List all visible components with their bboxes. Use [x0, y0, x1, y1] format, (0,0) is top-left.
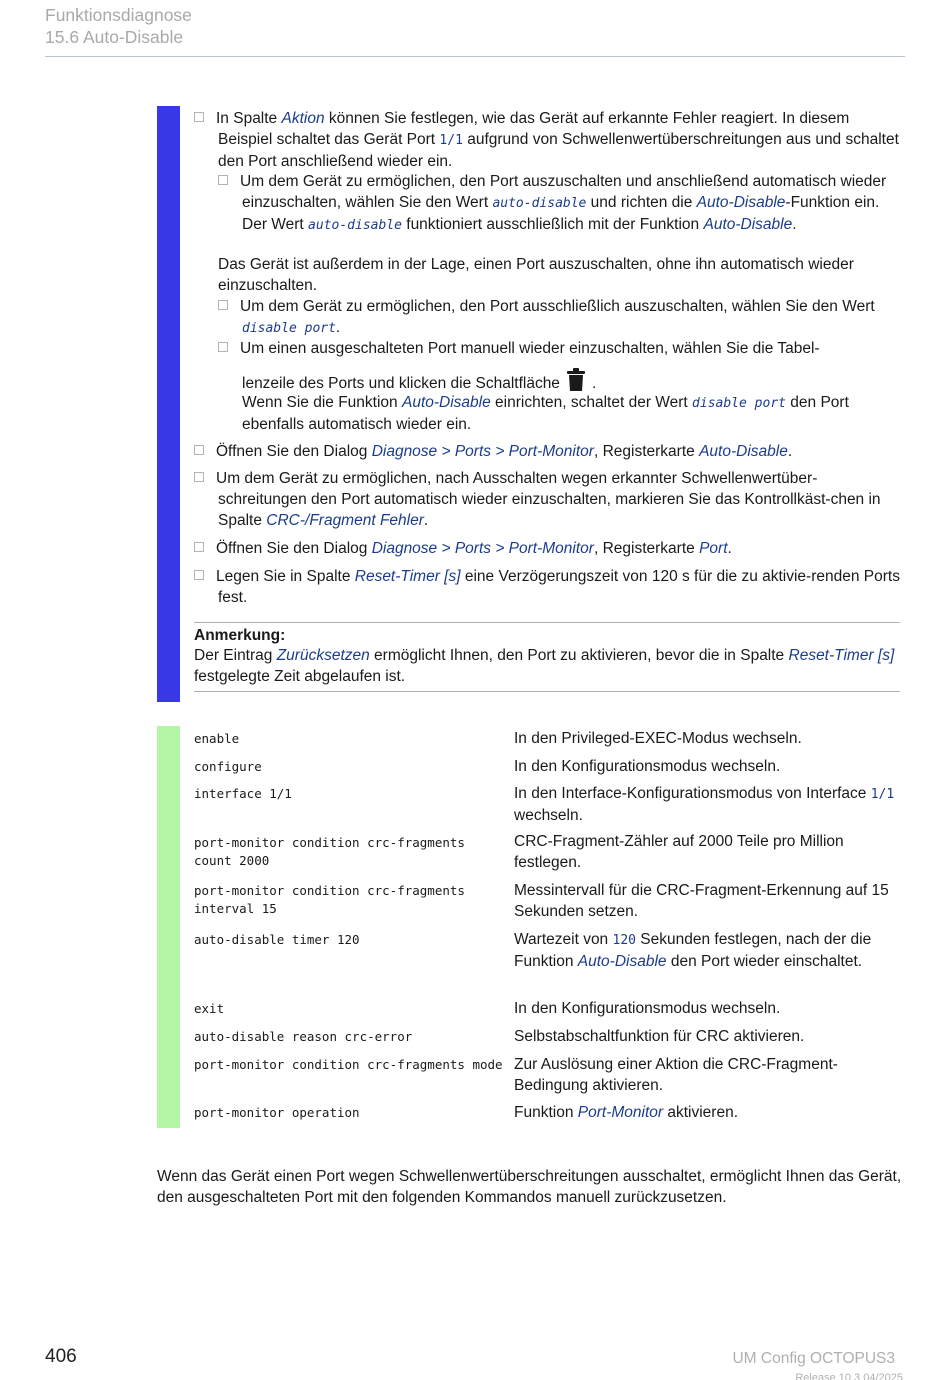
- step-checkbox: [194, 570, 204, 580]
- cli-command: auto-disable timer 120: [194, 932, 360, 947]
- cli-description: Zur Auslösung einer Aktion die CRC-Fragment-Bedingung aktivieren.: [514, 1056, 838, 1094]
- header-rule: [45, 56, 905, 57]
- gui-ref: Aktion: [281, 110, 325, 127]
- step-text: Wenn Sie die Funktion: [242, 394, 402, 411]
- step-text: Um dem Gerät zu ermöglichen, nach Ausschalten wegen erkannter Schwellenwertüber-schreitungen den Port automatisch wieder einzuschalten, markieren Sie das Kontrollkäst-chen in Spalte: [216, 470, 881, 529]
- cli-command: configure: [194, 759, 262, 774]
- step-checkbox: [218, 342, 228, 352]
- value-ref: 1/1: [439, 133, 463, 148]
- cli-command: exit: [194, 1001, 225, 1016]
- step-text: .: [335, 319, 341, 336]
- step-text: .: [787, 443, 793, 460]
- step-info-disable: Das Gerät ist außerdem in der Lage, einen Port auszuschalten, ohne ihn automatisch wieder einzuschalten.: [218, 256, 854, 294]
- cli-description: In den Konfigurationsmodus wechseln.: [514, 758, 781, 775]
- value-ref: 120: [612, 933, 636, 948]
- cli-command: auto-disable reason crc-error: [194, 1029, 413, 1044]
- gui-ref: Auto-Disable: [696, 194, 786, 211]
- cli-command: port-monitor condition crc-fragments mode: [194, 1057, 503, 1072]
- value-ref: auto-disable: [308, 218, 402, 233]
- note-fragment: festgelegte Zeit abgelaufen ist.: [194, 668, 406, 685]
- step-checkbox: [194, 472, 204, 482]
- step-text: einrichten, schaltet der Wert: [490, 394, 693, 411]
- steps-bar: [157, 106, 180, 702]
- note-title: Anmerkung:: [194, 627, 286, 644]
- cli-description: Selbstabschaltfunktion für CRC aktivieren.: [514, 1028, 805, 1045]
- step-text: Legen Sie in Spalte: [216, 568, 355, 585]
- gui-ref: Auto-Disable: [577, 953, 667, 970]
- step-text: .: [423, 512, 429, 529]
- step-checkbox: [218, 300, 228, 310]
- note-rule-bottom: [194, 691, 900, 692]
- section-title: 15.6 Auto-Disable: [45, 27, 184, 47]
- value-ref: disable port: [242, 321, 336, 336]
- step-text: Öffnen Sie den Dialog: [216, 540, 372, 557]
- note-rule-top: [194, 622, 900, 623]
- desc-fragment: den Port wieder einschaltet.: [666, 953, 863, 970]
- step-text: , Registerkarte: [593, 443, 700, 460]
- menu-path: Diagnose > Ports > Port-Monitor: [371, 540, 594, 557]
- value-ref: disable port: [692, 396, 786, 411]
- step-aktion: [194, 108, 900, 172]
- desc-fragment: In den Interface-Konfigurationsmodus von Interface: [514, 785, 871, 802]
- step-text: Um dem Gerät zu ermöglichen, den Port ausschließlich auszuschalten, wählen Sie den Wert: [240, 298, 875, 315]
- gui-ref: Reset-Timer [s]: [788, 647, 895, 664]
- step-text: funktioniert ausschließlich mit der Funktion: [401, 216, 704, 233]
- cli-command: interface 1/1: [194, 786, 292, 801]
- desc-fragment: aktivieren.: [663, 1104, 738, 1121]
- step-disable-port: [218, 296, 900, 339]
- gui-ref: Reset-Timer [s]: [354, 568, 461, 585]
- step-text: -Funktion ein. Der Wert: [242, 194, 880, 233]
- tab-ref: Auto-Disable: [699, 443, 788, 460]
- step-checkbox: [194, 542, 204, 552]
- step-text: eine Verzögerungszeit von 120 s für die zu aktivie-renden Ports fest.: [218, 568, 900, 606]
- cli-description: In den Konfigurationsmodus wechseln.: [514, 1000, 781, 1017]
- gui-ref: CRC-/Fragment Fehler: [266, 512, 424, 529]
- value-ref: auto-disable: [492, 196, 587, 211]
- cli-description: Messintervall für die CRC-Fragment-Erkennung auf 15 Sekunden setzen.: [514, 882, 889, 920]
- page-header: [45, 4, 905, 48]
- closing-paragraph: Wenn das Gerät einen Port wegen Schwellenwertüberschreitungen ausschaltet, ermöglicht Ihnen das Gerät, den ausgeschalteten Port mit den folgenden Kommandos manuell zurückzusetzen.: [157, 1168, 902, 1206]
- cli-command: port-monitor condition crc-fragments count 2000: [194, 835, 465, 868]
- footer-release: Release 10.3 04/2025: [795, 1372, 903, 1380]
- step-checkbox: [194, 112, 204, 122]
- step-checkbox: [194, 445, 204, 455]
- cli-description: [514, 929, 900, 972]
- step-open-dialog-port: [194, 538, 900, 559]
- gui-ref: Auto-Disable: [703, 216, 793, 233]
- step-text: .: [591, 375, 597, 392]
- menu-path: Diagnose > Ports > Port-Monitor: [371, 443, 594, 460]
- note-text: [194, 645, 900, 687]
- tab-ref: Port: [699, 540, 728, 557]
- cli-description: [514, 1102, 900, 1123]
- step-text: und richten die: [586, 194, 697, 211]
- page-number: 406: [45, 1346, 77, 1367]
- note-fragment: ermöglicht Ihnen, den Port zu aktivieren, bevor die in Spalte: [369, 647, 789, 664]
- step-text: , Registerkarte: [593, 540, 700, 557]
- cli-description: CRC-Fragment-Zähler auf 2000 Teile pro Million festlegen.: [514, 833, 844, 871]
- step-text: lenzeile des Ports und klicken die Schaltfläche: [242, 375, 560, 392]
- step-auto-disable-value: [218, 171, 900, 236]
- step-text: können Sie festlegen, wie das Gerät auf erkannte Fehler reagiert. In diesem Beispiel schaltet das Gerät Port: [218, 110, 850, 148]
- step-text: In Spalte: [216, 110, 282, 127]
- cli-bar: [157, 726, 180, 1128]
- step-text: Öffnen Sie den Dialog: [216, 443, 372, 460]
- step-text: Um dem Gerät zu ermöglichen, den Port auszuschalten und anschließend automatisch wieder einzuschalten, wählen Sie den Wert: [240, 173, 887, 211]
- desc-fragment: Funktion: [514, 1104, 578, 1121]
- desc-fragment: Sekunden festlegen, nach der die Funktion: [514, 931, 872, 970]
- step-manual-enable: [218, 338, 900, 359]
- step-text: .: [792, 216, 797, 233]
- step-text: Um einen ausgeschalteten Port manuell wieder einzuschalten, wählen Sie die Tabel-: [240, 340, 820, 357]
- step-open-dialog-auto-disable: [194, 441, 900, 462]
- step-text: den Port ebenfalls automatisch wieder ein.: [242, 394, 849, 433]
- footer-doc-title: UM Config OCTOPUS3: [732, 1350, 895, 1367]
- gui-ref: Zurücksetzen: [276, 647, 370, 664]
- note-fragment: Der Eintrag: [194, 647, 277, 664]
- step-checkbox: [218, 175, 228, 185]
- cli-command: port-monitor operation: [194, 1105, 360, 1120]
- step-auto-disable-note: [242, 392, 900, 435]
- step-text: .: [727, 540, 732, 557]
- desc-fragment: wechseln.: [514, 807, 583, 824]
- desc-fragment: Wartezeit von: [514, 931, 613, 948]
- step-text: aufgrund von Schwellenwertüberschreitungen aus und schaltet den Port anschließend wieder ein.: [218, 131, 899, 170]
- cli-command: port-monitor condition crc-fragments interval 15: [194, 883, 465, 916]
- value-ref: 1/1: [870, 787, 895, 802]
- gui-ref: Auto-Disable: [401, 394, 491, 411]
- cli-description: In den Privileged-EXEC-Modus wechseln.: [514, 730, 802, 747]
- cli-description: [514, 783, 900, 826]
- cli-command: enable: [194, 731, 240, 746]
- step-mark-checkbox: [194, 468, 900, 531]
- chapter-title: Funktionsdiagnose: [45, 5, 192, 25]
- gui-ref: Port-Monitor: [577, 1104, 664, 1121]
- step-reset-timer: [194, 566, 900, 608]
